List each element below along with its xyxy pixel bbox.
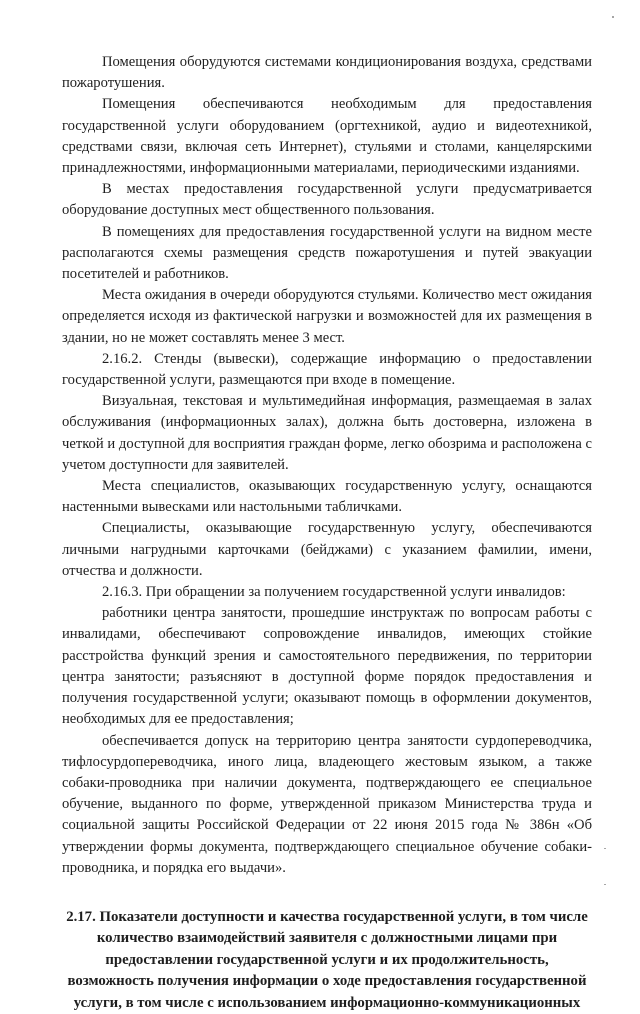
- paragraph-equipment: Помещения обеспечиваются необходимым для предоставления государственной услуги оборудованием (оргтехникой, аудио и видеотехникой, средствами связи, включая сеть Интернет), стульями и столами, канцелярскими принадлежностями, информационными материалами, периодическими изданиями.: [62, 96, 592, 177]
- paragraph-visual-info: Визуальная, текстовая и мультимедийная информация, размещаемая в залах обслуживания (информационных залах), должна быть достоверна, изложена в четкой и доступной для восприятия граждан форме, легко обозрима и расположена с учетом доступности для заявителей.: [62, 393, 592, 473]
- section-heading-2-17: 2.17. Показатели доступности и качества государственной услуги, в том числе количество взаимодействий заявителя с должностными лицами при предоставлении государственной услуги и их продолжительность, возможность получения информации о ходе предоставления государственной услуги, в том числе с использованием информационно-коммуникационных: [66, 908, 588, 1011]
- scan-speck: [604, 884, 606, 885]
- paragraph-guide-dog: обеспечивается допуск на территорию центра занятости сурдопереводчика, тифлосурдопереводчика, иного лица, владеющего жестовым языком, а также собаки-проводника при наличии документа, подтверждающего ее специальное обучение, выданного по форме, утвержденной приказом Министерства труда и социальной защиты Российской Федерации от 22 июня 2015 года № 386н «Об утверждении формы документа, подтверждающего специальное обучение собаки-проводника, и порядка его выдачи».: [62, 732, 592, 876]
- paragraph-disabled-intro: 2.16.3. При обращении за получением государственной услуги инвалидов:: [102, 584, 566, 601]
- paragraph-badges: Специалисты, оказывающие государственную услугу, обеспечиваются личными нагрудными карточками (бейджами) с указанием фамилии, имени, отчества и должности.: [62, 520, 592, 579]
- paragraph-waiting-places: Места ожидания в очереди оборудуются стульями. Количество мест ожидания определяется исходя из фактической нагрузки и возможностей для их размещения в здании, но не может составлять менее 3 мест.: [62, 287, 592, 346]
- scan-speck: [604, 848, 606, 849]
- paragraph-evacuation: В помещениях для предоставления государственной услуги на видном месте располагаются схемы размещения средств пожаротушения и путей эвакуации посетителей и работников.: [62, 223, 592, 283]
- paragraph-public-places: В местах предоставления государственной услуги предусматривается оборудование доступных мест общественного пользования.: [62, 181, 592, 219]
- paragraph-ventilation: Помещения оборудуются системами кондиционирования воздуха, средствами пожаротушения.: [62, 54, 592, 92]
- paragraph-specialist-places: Места специалистов, оказывающих государственную услугу, оснащаются настенными вывесками или настольными табличками.: [62, 478, 592, 516]
- paragraph-staff-instructed: работники центра занятости, прошедшие инструктаж по вопросам работы с инвалидами, обеспечивают сопровождение инвалидов, имеющих стойкие расстройства функций зрения и самостоятельного передвижения, по территории центра занятости; разъясняют в доступной форме порядок предоставления и получения государственной услуги; оказывают помощь в оформлении документов, необходимых для ее предоставления;: [62, 605, 592, 728]
- paragraph-stands: 2.16.2. Стенды (вывески), содержащие информацию о предоставлении государственной услуги, размещаются при входе в помещение.: [62, 350, 592, 389]
- scan-speck: [612, 16, 614, 18]
